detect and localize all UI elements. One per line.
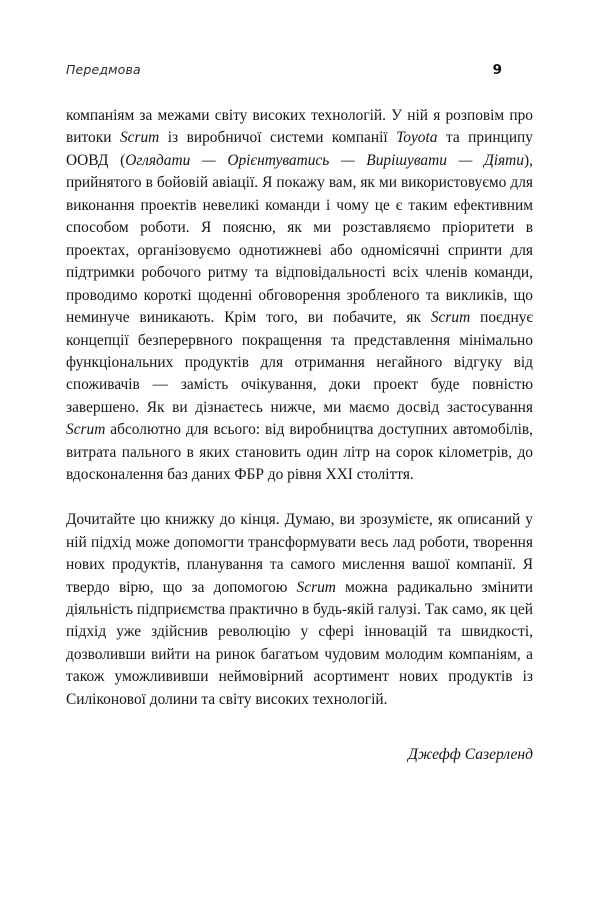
paragraph-1-emphasis-scrum-3: Scrum bbox=[66, 421, 106, 439]
running-head-section-title: Передмова bbox=[66, 62, 141, 77]
paragraph-1-text-3: та принципу ООВД ( bbox=[66, 129, 533, 169]
signature-author-name: Джефф Сазерленд bbox=[407, 746, 533, 763]
paragraph-1 bbox=[66, 105, 533, 487]
paragraph-2-emphasis-scrum-1: Scrum bbox=[296, 578, 336, 596]
paragraph-2-text-1: Дочитайте цю книжку до кінця. Думаю, ви зрозумієте, як описаний у ній підхід може допомогти трансформувати весь лад роботи, творення нових продуктів, планування та самого мислення вашої компанії. Я твердо вірю, що за допомогою bbox=[66, 511, 533, 596]
paragraph-1-text-1: компаніям за межами світу високих технологій. У ній я розповім про витоки bbox=[66, 107, 533, 147]
paragraph-2-text-2: можна радикально змінити діяльність підприємства практично в будь-якій галузі. Так само, як цей підхід уже здійснив революцію у сфері інновацій та швидкості, дозволивши вийти на ринок багатьом чудовим молодим компаніям, а також уможлививши неймовірний асортимент нових продуктів із Силіконової долини та світу високих технологій. bbox=[66, 578, 533, 708]
paragraph-1-emphasis-scrum-1: Scrum bbox=[119, 129, 160, 147]
running-head bbox=[66, 62, 502, 78]
page-number: 9 bbox=[492, 62, 502, 78]
paragraph-1-text-2: із виробничої системи компанії bbox=[159, 129, 397, 147]
paragraph-1-text-4: ), прийнятого в бойовій авіації. Я покажу вам, як ми використовуємо для виконання проектів невеликі команди і чому це є таким ефективним способом роботи. Я поясню, як ми розставляємо пріоритети в проектах, організовуємо однотижневі або одномісячні спринти для підтримки робочого ритму та відповідальності всіх членів команди, проводимо короткі щоденні обговорення зробленого та викликів, що неминуче виникають. Крім того, ви побачите, як bbox=[66, 151, 533, 327]
paragraph-1-emphasis-toyota: Toyota bbox=[396, 129, 438, 147]
paragraph-1-emphasis-oodb-expansion: Оглядати — Орієнтуватись — Вирішувати — Діяти bbox=[125, 151, 524, 169]
signature-block bbox=[66, 744, 533, 766]
body-text-block bbox=[66, 105, 533, 711]
paragraph-1-text-6: абсолютно для всього: від виробництва доступних автомобілів, витрата пального в яких становить один літр на сорок кілометрів, до вдосконалення баз даних ФБР до рівня XXI століття. bbox=[66, 421, 533, 484]
paragraph-1-emphasis-scrum-2: Scrum bbox=[430, 309, 471, 327]
paragraph-2 bbox=[66, 509, 533, 711]
paragraph-1-text-5: поєднує концепції безперервного покращення та представлення мінімально функціональних продуктів для отримання негайного відгуку від споживачів — замість очікування, доки проект буде повністю завершено. Як ви дізнаєтесь нижче, ми маємо досвід застосування bbox=[66, 309, 533, 416]
